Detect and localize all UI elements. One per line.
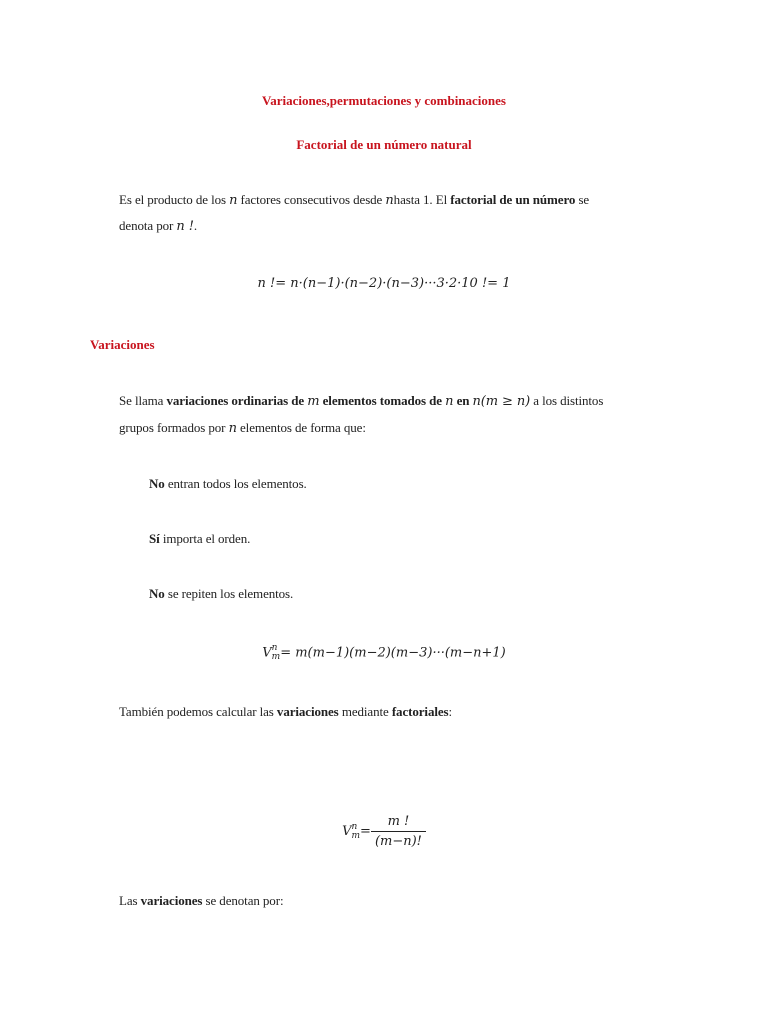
bold-term: variaciones ordinarias de — [166, 393, 305, 408]
factorial-paragraph-line2 — [119, 218, 197, 234]
text-run: : — [448, 704, 452, 719]
fraction-denominator: (m−n)! — [374, 834, 422, 849]
text-run: se denotan por: — [205, 893, 284, 908]
bold-term: factorial de un número — [450, 192, 576, 207]
math-symbol-v: V — [342, 824, 352, 839]
factorial-heading: Factorial de un número natural — [296, 137, 472, 152]
document-title: Variaciones,permutaciones y combinaciones — [262, 93, 506, 108]
text-run: importa el orden. — [162, 531, 251, 546]
bold-term: elementos tomados de — [322, 393, 442, 408]
math-var-n: n — [228, 421, 237, 436]
fraction-numerator: m ! — [371, 814, 426, 832]
text-run: se — [578, 192, 590, 207]
math-n-factorial: n ! — [176, 219, 194, 234]
math-expression: = m(m−1)(m−2)(m−3)···(m−n+1) — [280, 645, 506, 661]
text-run: hasta 1. El — [393, 192, 448, 207]
text-run: se repiten los elementos. — [167, 586, 294, 601]
math-condition: n(m ≥ n) — [472, 394, 531, 409]
text-run: . — [193, 218, 197, 233]
text-run: entran todos los elementos. — [167, 476, 307, 491]
math-superscript: n — [271, 643, 278, 653]
variaciones-factorial-intro — [119, 704, 452, 720]
math-var-n: n — [385, 193, 394, 208]
math-subscript: m — [271, 652, 281, 662]
text-run: elementos de forma que: — [240, 420, 366, 435]
text-run: mediante — [341, 704, 389, 719]
text-run: factores consecutivos desde — [240, 192, 383, 207]
bold-term: variaciones — [140, 893, 203, 908]
bold-term: No — [149, 476, 165, 491]
variaciones-formula — [0, 644, 768, 662]
variaciones-paragraph-line1 — [119, 393, 603, 409]
factorial-paragraph-line1 — [119, 192, 589, 208]
variaciones-paragraph-line2 — [119, 420, 366, 436]
bold-term: en — [456, 393, 470, 408]
text-run: Las — [119, 893, 138, 908]
math-symbol-v: V — [262, 645, 272, 661]
variaciones-notation-intro — [119, 893, 283, 909]
bold-term: factoriales — [391, 704, 449, 719]
variaciones-heading: Variaciones — [90, 337, 155, 352]
math-var-m: m — [307, 394, 320, 409]
math-equals: = — [360, 824, 371, 839]
math-var-n: n — [445, 394, 454, 409]
text-run: grupos formados por — [119, 420, 226, 435]
bold-term: variaciones — [276, 704, 339, 719]
text-run: a los distintos — [533, 393, 604, 408]
rule-item-1 — [149, 476, 307, 492]
math-fraction — [371, 814, 426, 849]
text-run: Se llama — [119, 393, 164, 408]
math-superscript: n — [351, 821, 358, 832]
math-var-n: n — [229, 193, 238, 208]
bold-term: Sí — [149, 531, 160, 546]
text-run: Es el producto de los — [119, 192, 226, 207]
text-run: También podemos calcular las — [119, 704, 274, 719]
variaciones-factorial-formula — [0, 814, 768, 849]
rule-item-2 — [149, 531, 250, 547]
factorial-formula: n != n·(n−1)·(n−2)·(n−3)···3·2·10 != 1 — [257, 276, 511, 291]
rule-item-3 — [149, 586, 293, 602]
math-subscript: m — [351, 830, 361, 841]
bold-term: No — [149, 586, 165, 601]
text-run: denota por — [119, 218, 174, 233]
